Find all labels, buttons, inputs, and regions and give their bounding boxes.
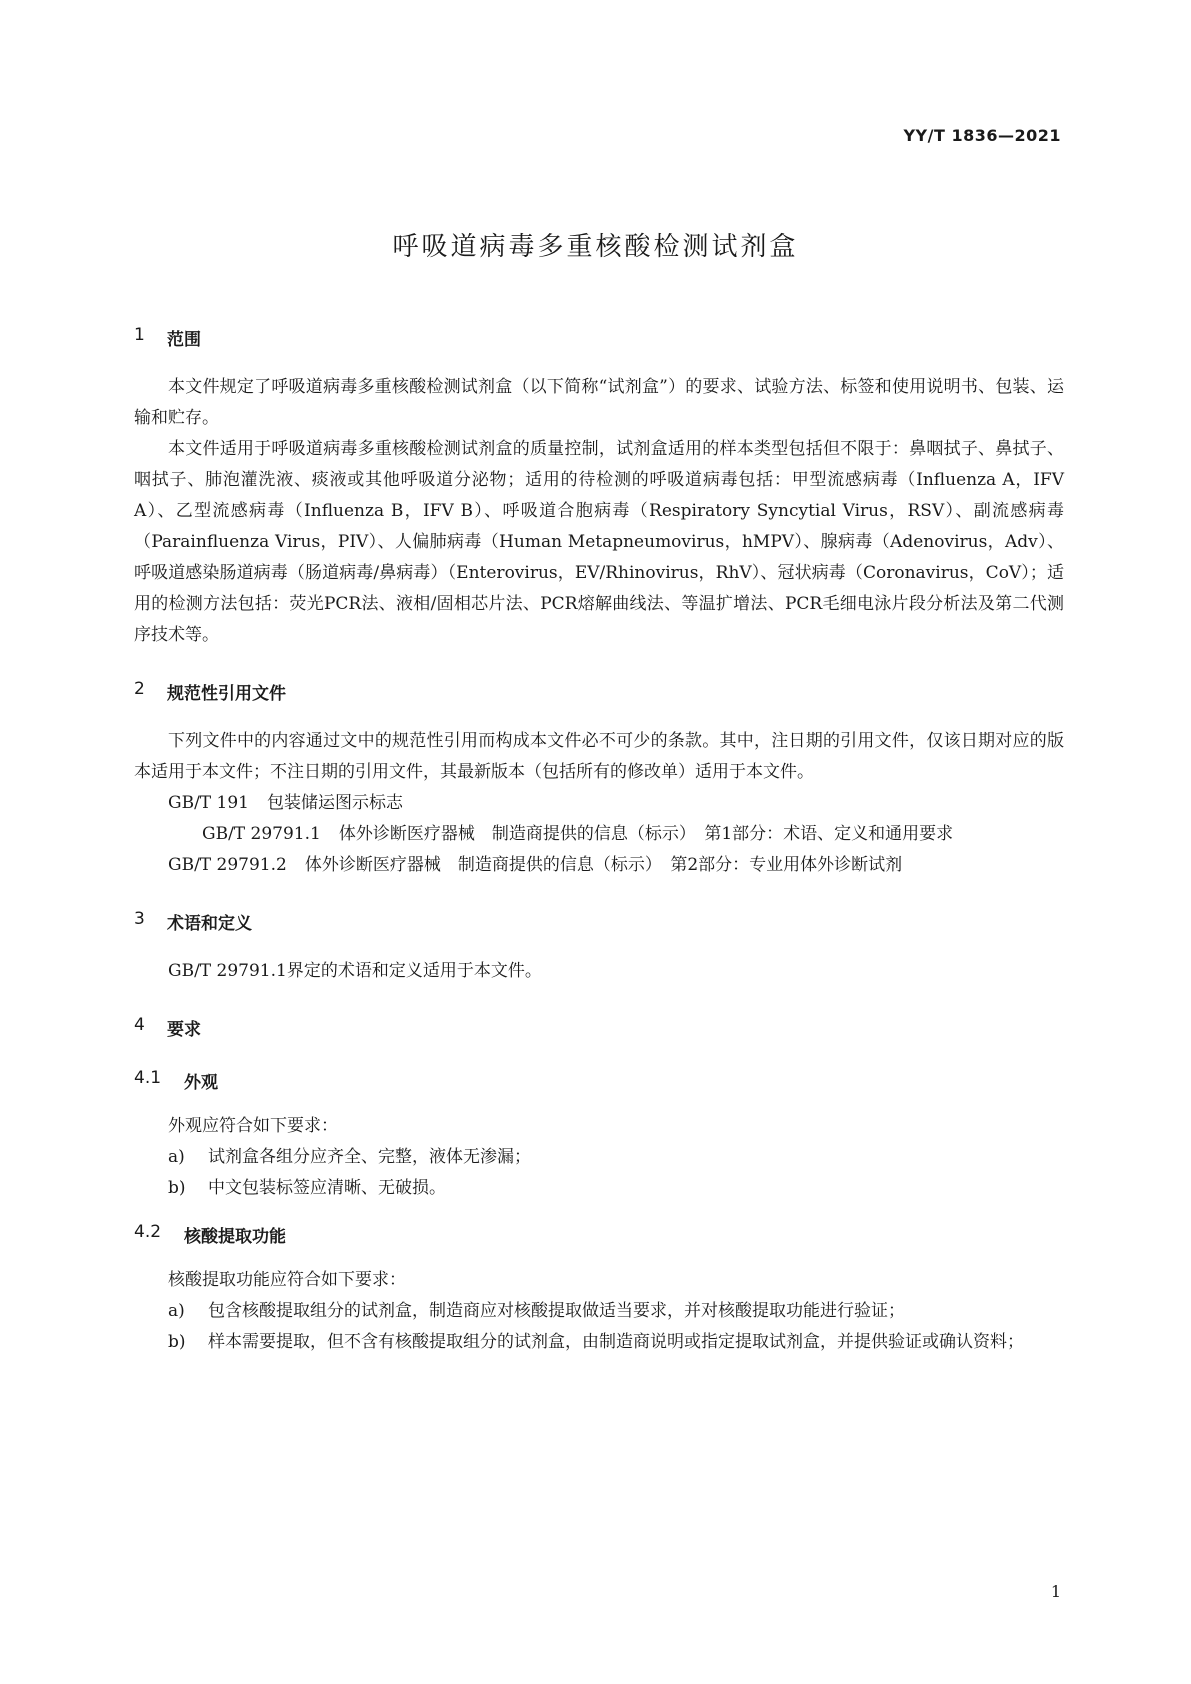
list-marker: b) bbox=[168, 1332, 186, 1352]
reference-title: 体外诊断医疗器械 制造商提供的信息（标示） 第2部分：专业用体外诊断试剂 bbox=[304, 855, 903, 875]
reference-code: GB/T 29791.2 bbox=[168, 855, 287, 875]
reference-item bbox=[134, 850, 1064, 881]
list-text: 试剂盒各组分应齐全、完整，液体无渗漏； bbox=[208, 1147, 531, 1167]
list-item bbox=[134, 1327, 1064, 1358]
section-3-title: 术语和定义 bbox=[167, 914, 252, 934]
section-3-number: 3 bbox=[134, 909, 145, 929]
list-text: 中文包装标签应清晰、无破损。 bbox=[208, 1178, 446, 1198]
section-4-title: 要求 bbox=[167, 1020, 201, 1040]
section-2-title: 规范性引用文件 bbox=[167, 684, 286, 704]
reference-item bbox=[134, 788, 1064, 819]
section-4-2-intro: 核酸提取功能应符合如下要求： bbox=[168, 1270, 406, 1290]
section-4-2-title: 核酸提取功能 bbox=[184, 1227, 286, 1247]
list-marker: a) bbox=[168, 1301, 185, 1321]
section-4-1-number: 4.1 bbox=[134, 1068, 162, 1088]
section-4-2-number: 4.2 bbox=[134, 1222, 162, 1242]
section-2-heading bbox=[134, 679, 1064, 704]
standard-code: YY/T 1836—2021 bbox=[903, 126, 1061, 145]
section-2-number: 2 bbox=[134, 679, 145, 699]
section-1-number: 1 bbox=[134, 325, 145, 345]
section-3-heading bbox=[134, 909, 1064, 934]
section-4-1-intro: 外观应符合如下要求： bbox=[168, 1116, 338, 1136]
section-4-number: 4 bbox=[134, 1015, 145, 1035]
reference-code: GB/T 29791.1 bbox=[202, 824, 321, 844]
section-4-1-title: 外观 bbox=[184, 1073, 218, 1093]
section-1-title: 范围 bbox=[167, 330, 201, 350]
section-4-2-heading bbox=[134, 1222, 1064, 1247]
list-marker: a) bbox=[168, 1147, 185, 1167]
document-title: 呼吸道病毒多重核酸检测试剂盒 bbox=[392, 232, 799, 262]
section-4-heading bbox=[134, 1015, 1064, 1040]
section-2-paragraph-1: 下列文件中的内容通过文中的规范性引用而构成本文件必不可少的条款。其中，注日期的引用文件，仅该日期对应的版本适用于本文件；不注日期的引用文件，其最新版本（包括所有的修改单）适用于本文件。 bbox=[134, 731, 1064, 782]
section-3-paragraph-1: GB/T 29791.1界定的术语和定义适用于本文件。 bbox=[168, 961, 542, 981]
section-4-1-heading bbox=[134, 1068, 1064, 1093]
page-number: 1 bbox=[1050, 1582, 1061, 1601]
list-item bbox=[134, 1173, 1064, 1204]
reference-title: 包装储运图示标志 bbox=[267, 793, 403, 813]
list-marker: b) bbox=[168, 1178, 186, 1198]
section-1-paragraph-2: 本文件适用于呼吸道病毒多重核酸检测试剂盒的质量控制，试剂盒适用的样本类型包括但不限于：鼻咽拭子、鼻拭子、咽拭子、肺泡灌洗液、痰液或其他呼吸道分泌物；适用的待检测的呼吸道病毒包括：甲型流感病毒（Influenza A，IFV A）、乙型流感病毒（Influenza B，IFV B）、呼吸道合胞病毒（Respiratory Syncytial Virus，RSV）、副流感病毒（Parainfluenza Virus，PIV）、人偏肺病毒（Human Metapneumovirus，hMPV）、腺病毒（Adenovirus，Adv）、呼吸道感染肠道病毒（肠道病毒/鼻病毒）（Enterovirus，EV/Rhinovirus，RhV）、冠状病毒（Coronavirus，CoV）；适用的检测方法包括：荧光PCR法、液相/固相芯片法、PCR熔解曲线法、等温扩增法、PCR毛细电泳片段分析法及第二代测序技术等。 bbox=[134, 439, 1064, 645]
reference-title: 体外诊断医疗器械 制造商提供的信息（标示） 第1部分：术语、定义和通用要求 bbox=[338, 824, 954, 844]
list-item bbox=[134, 1142, 1064, 1173]
document-body bbox=[134, 325, 1064, 1358]
reference-code: GB/T 191 bbox=[168, 793, 249, 813]
list-item bbox=[134, 1296, 1064, 1327]
list-text: 包含核酸提取组分的试剂盒，制造商应对核酸提取做适当要求，并对核酸提取功能进行验证； bbox=[208, 1301, 905, 1321]
section-1-heading bbox=[134, 325, 1064, 350]
reference-item bbox=[134, 819, 1064, 850]
list-text: 样本需要提取，但不含有核酸提取组分的试剂盒，由制造商说明或指定提取试剂盒，并提供验证或确认资料； bbox=[208, 1332, 1024, 1352]
section-1-paragraph-1: 本文件规定了呼吸道病毒多重核酸检测试剂盒（以下简称“试剂盒”）的要求、试验方法、标签和使用说明书、包装、运输和贮存。 bbox=[134, 377, 1064, 428]
